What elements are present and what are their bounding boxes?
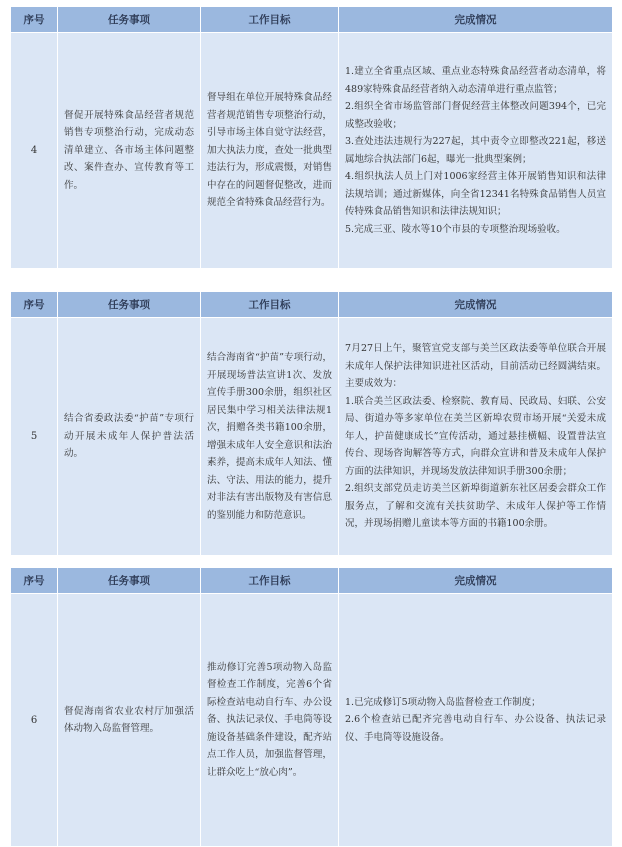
header-goal: 工作目标 (201, 568, 339, 594)
task-table-4 (10, 6, 613, 269)
status-line: 5.完成三亚、陵水等10个市县的专项整治现场验收。 (345, 223, 566, 235)
table-row (11, 318, 613, 556)
header-status: 完成情况 (339, 7, 613, 33)
status-line: 1.建立全省重点区域、重点业态特殊食品经营者动态清单，将489家特殊食品经营者纳入动态清单进行重点监管； (345, 66, 606, 95)
row-goal: 推动修订完善5项动物入岛监督检查工作制度，完善6个省际检查站电动自行车、办公设备、执法记录仪、手电筒等设施设备基础条件建设，配齐站点工作人员，加强监督管理，让群众吃上“放心肉”。 (201, 594, 339, 847)
status-line: 2.6个检查站已配齐完善电动自行车、办公设备、执法记录仪、手电筒等设施设备。 (345, 714, 606, 743)
header-seq: 序号 (11, 568, 58, 594)
header-goal: 工作目标 (201, 7, 339, 33)
status-line: 3.查处违法违规行为227起，其中责令立即整改221起，移送属地综合执法部门6起，曝光一批典型案例； (345, 136, 606, 165)
header-status: 完成情况 (339, 292, 613, 318)
header-seq: 序号 (11, 7, 58, 33)
status-line: 7月27日上午，聚管宣党支部与美兰区政法委等单位联合开展未成年人保护法律知识进社区活动，目前活动已经圆满结束。主要成效为： (345, 343, 606, 390)
row-goal: 督导组在单位开展特殊食品经营者规范销售专项整治行动，引导市场主体自觉守法经营，加大执法力度，查处一批典型违法行为，形成震慑，对销售中存在的问题督促整改，进而规范全省特殊食品经营行为。 (201, 33, 339, 269)
table-header (11, 568, 613, 594)
row-goal: 结合海南省“护苗”专项行动，开展现场普法宣讲1次、发放宣传手册300余册，组织社区居民集中学习相关法律法规1次，捐赠各类书籍100余册，增强未成年人安全意识和法治素养，提高未成年人知法、懂法、守法、用法的能力，提升对非法有害出版物及有害信息的鉴别能力和防范意识。 (201, 318, 339, 556)
table-header (11, 292, 613, 318)
header-task: 任务事项 (58, 568, 201, 594)
status-line: 2.组织全省市场监管部门督促经营主体整改问题394个，已完成整改验收； (345, 101, 606, 130)
table-header (11, 7, 613, 33)
table-row (11, 33, 613, 269)
row-task: 结合省委政法委“护苗”专项行动开展未成年人保护普法活动。 (58, 318, 201, 556)
row-task: 督促开展特殊食品经营者规范销售专项整治行动，完成动态清单建立、各市场主体问题整改、案件查办、宣传教育等工作。 (58, 33, 201, 269)
status-line: 1.联合美兰区政法委、检察院、教育局、民政局、妇联、公安局、街道办等多家单位在美兰区新埠农贸市场开展“关爱未成年人，护苗健康成长”宣传活动，通过悬挂横幅、设置普法宣传台、现场咨询解答等方式，向群众宣讲和普及未成年人保护方面的法律知识，并现场发放法律知识手册300余册； (345, 395, 606, 477)
row-status (339, 318, 613, 556)
row-task: 督促海南省农业农村厅加强活体动物入岛监督管理。 (58, 594, 201, 847)
header-seq: 序号 (11, 292, 58, 318)
header-status: 完成情况 (339, 568, 613, 594)
row-seq: 5 (11, 318, 58, 556)
task-table-5 (10, 291, 613, 556)
header-goal: 工作目标 (201, 292, 339, 318)
status-line: 4.组织执法人员上门对1006家经营主体开展销售知识和法律法规培训；通过新媒体，向全省12341名特殊食品销售人员宣传特殊食品销售知识和法律法规知识； (345, 171, 606, 217)
row-seq: 4 (11, 33, 58, 269)
row-status (339, 33, 613, 269)
task-table-6 (10, 567, 613, 847)
row-seq: 6 (11, 594, 58, 847)
row-status (339, 594, 613, 847)
header-task: 任务事项 (58, 292, 201, 318)
table-row (11, 594, 613, 847)
status-line: 1.已完成修订5项动物入岛监督检查工作制度； (345, 696, 541, 708)
header-task: 任务事项 (58, 7, 201, 33)
status-line: 2.组织支部党员走访美兰区新埠街道新东社区居委会群众工作服务点，了解和交流有关扶贫助学、未成年人保护等工作情况，并现场捐赠儿童读本等方面的书籍100余册。 (345, 483, 606, 530)
